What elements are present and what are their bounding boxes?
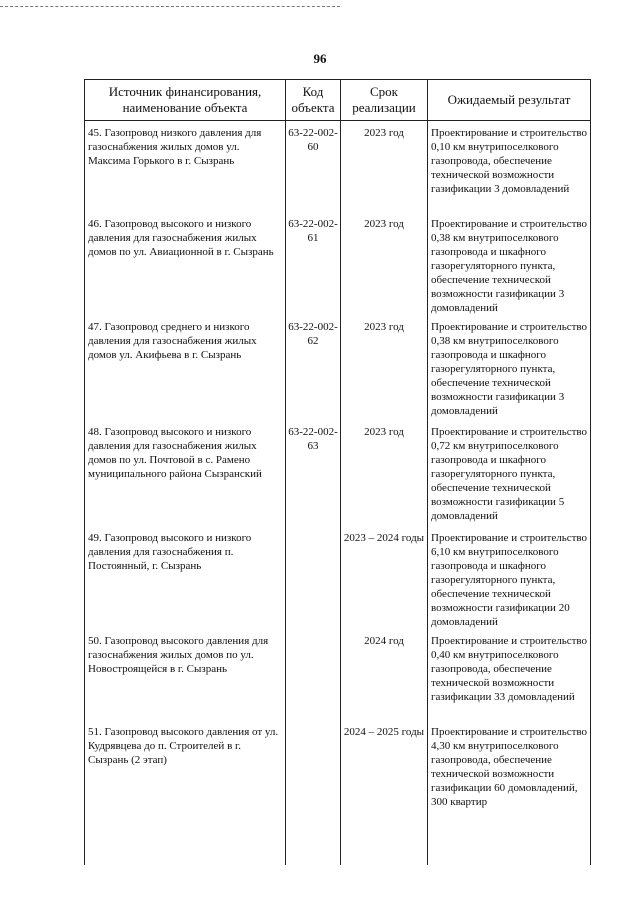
object-name: 49. Газопровод высокого и низкого давления для газоснабжения п. Постоянный, г. Сызрань xyxy=(85,526,286,629)
table-row xyxy=(85,212,591,315)
object-code: 63-22-002-62 xyxy=(286,315,341,420)
header-term: Срок реализации xyxy=(341,80,428,121)
expected-result: Проектирование и строительство 0,10 км внутрипоселкового газопровода, обеспечение технической возможности газификации 3 домовладений xyxy=(428,121,591,213)
object-name: 45. Газопровод низкого давления для газоснабжения жилых домов ул. Максима Горького в г. Сызрань xyxy=(85,121,286,213)
object-code xyxy=(286,629,341,720)
implementation-term: 2023 год xyxy=(341,315,428,420)
expected-result: Проектирование и строительство 0,38 км внутрипоселкового газопровода и шкафного газорегуляторного пункта, обеспечение технической возможности газификации 3 домовладений xyxy=(428,212,591,315)
object-name: 46. Газопровод высокого и низкого давления для газоснабжения жилых домов по ул. Авиационной в г. Сызрань xyxy=(85,212,286,315)
object-name: 51. Газопровод высокого давления от ул. Кудрявцева до п. Строителей в г. Сызрань (2 этап) xyxy=(85,720,286,865)
implementation-term: 2023 год xyxy=(341,121,428,213)
object-name: 50. Газопровод высокого давления для газоснабжения жилых домов по ул. Новостроящейся в г. Сызрань xyxy=(85,629,286,720)
financing-table xyxy=(84,79,591,865)
page-number: 96 xyxy=(313,51,327,66)
table-row xyxy=(85,629,591,720)
implementation-term: 2023 – 2024 годы xyxy=(341,526,428,629)
expected-result: Проектирование и строительство 0,72 км внутрипоселкового газопровода и шкафного газорегуляторного пункта, обеспечение технической возможности газификации 5 домовладений xyxy=(428,420,591,526)
header-code: Код объекта xyxy=(286,80,341,121)
header-source: Источник финансирования, наименование объекта xyxy=(85,80,286,121)
expected-result: Проектирование и строительство 0,40 км внутрипоселкового газопровода, обеспечение технической возможности газификации 33 домовладений xyxy=(428,629,591,720)
expected-result: Проектирование и строительство 6,10 км внутрипоселкового газопровода и шкафного газорегуляторного пункта, обеспечение технической возможности газификации 20 домовладений xyxy=(428,526,591,629)
table-row xyxy=(85,315,591,420)
object-code xyxy=(286,526,341,629)
expected-result: Проектирование и строительство 0,38 км внутрипоселкового газопровода и шкафного газорегуляторного пункта, обеспечение технической возможности газификации 3 домовладений xyxy=(428,315,591,420)
object-name: 48. Газопровод высокого и низкого давления для газоснабжения жилых домов по ул. Почтовой в с. Рамено муниципального района Сызранский xyxy=(85,420,286,526)
table-row xyxy=(85,526,591,629)
implementation-term: 2024 год xyxy=(341,629,428,720)
table-header xyxy=(85,80,591,121)
object-name: 47. Газопровод среднего и низкого давления для газоснабжения жилых домов ул. Акифьева в г. Сызрань xyxy=(85,315,286,420)
table-row xyxy=(85,121,591,213)
expected-result: Проектирование и строительство 4,30 км внутрипоселкового газопровода, обеспечение технической возможности газификации 60 домовладений, 300 квартир xyxy=(428,720,591,865)
implementation-term: 2024 – 2025 годы xyxy=(341,720,428,865)
object-code: 63-22-002-63 xyxy=(286,420,341,526)
header-result: Ожидаемый результат xyxy=(428,80,591,121)
scan-edge-line xyxy=(0,6,340,7)
object-code: 63-22-002-61 xyxy=(286,212,341,315)
object-code: 63-22-002-60 xyxy=(286,121,341,213)
implementation-term: 2023 год xyxy=(341,420,428,526)
object-code xyxy=(286,720,341,865)
implementation-term: 2023 год xyxy=(341,212,428,315)
table-row xyxy=(85,420,591,526)
table-row xyxy=(85,720,591,865)
